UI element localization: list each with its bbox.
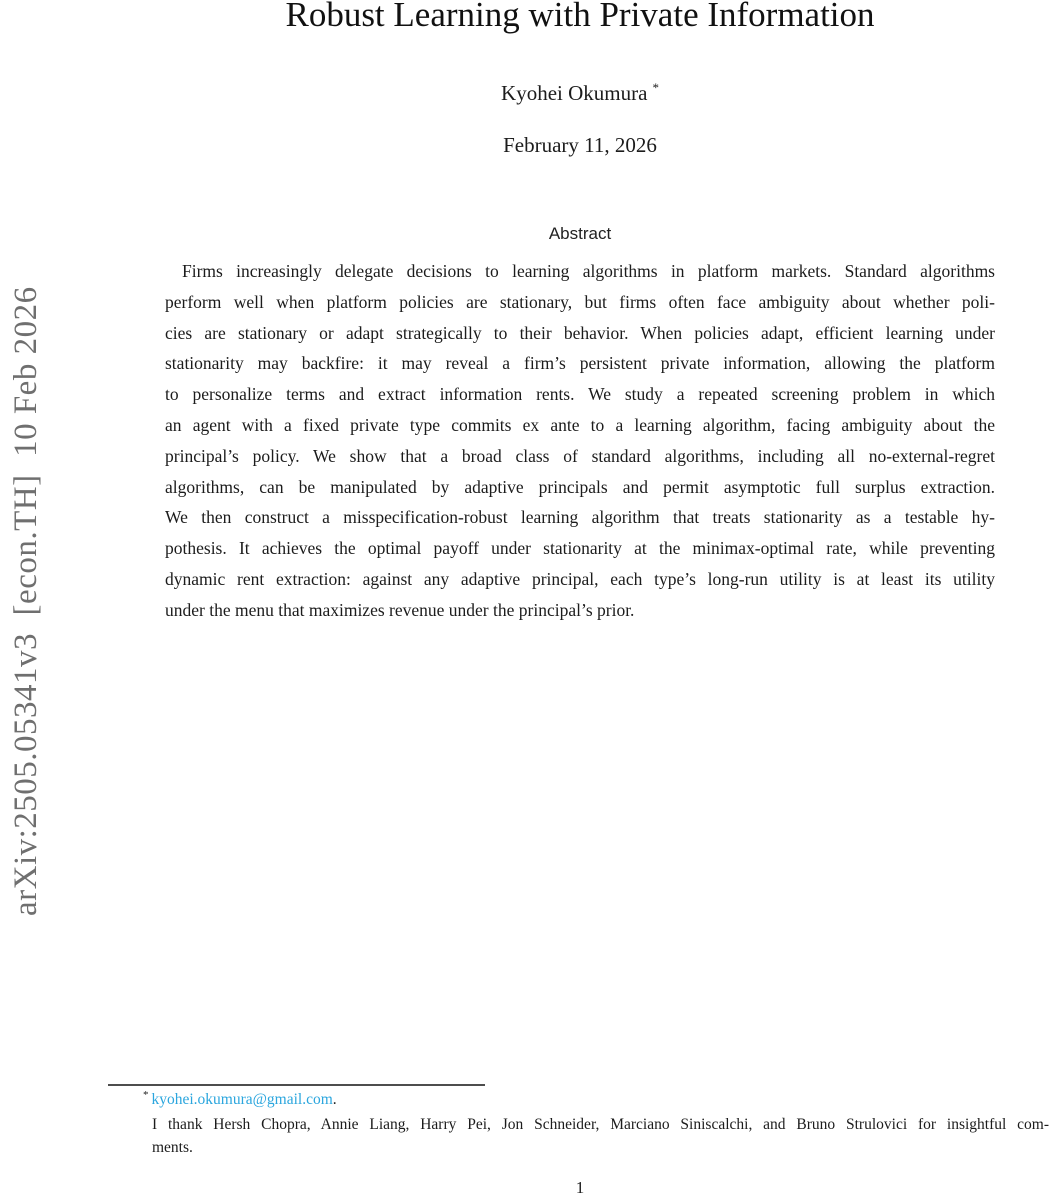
footnote-divider (108, 1084, 485, 1086)
author-footnote-marker: * (652, 80, 659, 95)
footnote-marker: * (143, 1089, 149, 1101)
abstract-line: dynamic rent extraction: against any adaptive principal, each type’s long-run utility is at least its utility (165, 568, 995, 589)
abstract-line: under the menu that maximizes revenue under the principal’s prior. (165, 599, 635, 620)
page-number: 1 (575, 1178, 585, 1197)
footnote-acknowledgement (152, 1113, 1049, 1159)
email-link[interactable]: kyohei.okumura@gmail.com (151, 1091, 333, 1109)
abstract-line: Firms increasingly delegate decisions to learning algorithms in platform markets. Standard algorithms (182, 261, 995, 281)
abstract-body (165, 256, 995, 626)
abstract-line: stationarity may backfire: it may reveal a firm’s persistent private information, allowing the platform (165, 353, 995, 374)
abstract-line: We then construct a misspecification-robust learning algorithm that treats stationarity as a testable hy- (165, 507, 995, 528)
abstract-line: perform well when platform policies are stationary, but firms often face ambiguity about whether poli- (165, 291, 995, 312)
abstract-line: algorithms, can be manipulated by adaptive principals and permit asymptotic full surplus extraction. (165, 476, 995, 497)
abstract-line: to personalize terms and extract information rents. We study a repeated screening problem in which (165, 384, 995, 405)
paper-date: February 11, 2026 (503, 133, 657, 157)
acknowledgement-line: I thank Hersh Chopra, Annie Liang, Harry Pei, Jon Schneider, Marciano Siniscalchi, and Bruno Strulovici for insightful com- (152, 1116, 1049, 1133)
abstract-line: principal’s policy. We show that a broad class of standard algorithms, including all no-external-regret (165, 445, 995, 466)
footnote-email-line (143, 1089, 337, 1109)
abstract-line: cies are stationary or adapt strategically to their behavior. When policies adapt, efficient learning under (165, 322, 995, 343)
author-name: Kyohei Okumura (501, 81, 648, 105)
abstract-line: an agent with a fixed private type commits ex ante to a learning algorithm, facing ambiguity about the (165, 414, 995, 435)
acknowledgement-line: ments. (152, 1139, 193, 1156)
arxiv-id-stamp: arXiv:2505.05341v3 [econ.TH] 10 Feb 2026 (8, 286, 44, 916)
email-period: . (332, 1091, 337, 1109)
abstract-heading: Abstract (548, 224, 612, 243)
abstract-line: pothesis. It achieves the optimal payoff under stationarity at the minimax-optimal rate, while preventing (165, 538, 995, 559)
author-line (130, 80, 1030, 106)
paper-title: Robust Learning with Private Information (285, 0, 875, 34)
